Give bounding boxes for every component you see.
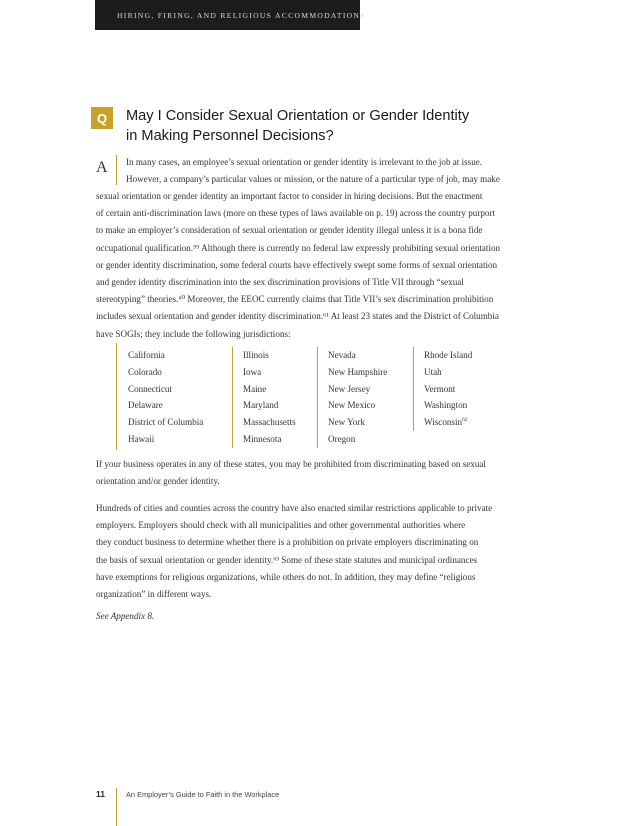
running-header-title: HIRING, FIRING, AND RELIGIOUS ACCOMMODATIONS — [117, 10, 366, 20]
state-item: California — [128, 350, 165, 360]
question-title — [126, 107, 566, 146]
footer-divider — [116, 788, 117, 826]
answer-divider — [116, 155, 117, 185]
state-item: Utah — [424, 366, 442, 377]
see-appendix: See Appendix 8. — [96, 611, 155, 621]
body-line: occupational qualification.⁵⁹ Although there is currently no federal law expressly prohibiting sexual orientation — [96, 242, 501, 253]
footer-title: An Employer’s Guide to Faith in the Workplace — [126, 790, 280, 799]
state-item: District of Columbia — [128, 417, 204, 428]
answer-line: In many cases, an employee’s sexual orientation or gender identity is irrelevant to the job at issue. — [126, 157, 483, 167]
answer-body — [96, 188, 500, 343]
states-column-2 — [232, 347, 323, 448]
answer-intro — [126, 154, 500, 188]
running-header — [95, 0, 366, 30]
body-line: have SOGIs; they include the following jurisdictions: — [96, 328, 291, 339]
footnote-marker: 62 — [462, 417, 468, 424]
states-column-4 — [413, 347, 514, 431]
question-title-line-1: May I Consider Sexual Orientation or Gender Identity — [126, 108, 470, 124]
body-line: orientation and/or gender identity. — [96, 476, 220, 487]
body-line: and gender identity discrimination into the sex discrimination provisions of Title VII through “sexual — [96, 277, 464, 288]
state-item: Hawaii — [128, 433, 155, 444]
body-line: of certain anti-discrimination laws (more on these types of laws available on p. 19) across the country purport — [96, 208, 495, 219]
state-item: Massachusetts — [243, 417, 296, 428]
answer-badge: A — [96, 159, 108, 176]
states-column-3 — [317, 347, 408, 448]
state-item: New Hampshire — [328, 366, 388, 377]
state-item: New York — [328, 417, 365, 428]
paragraph-municipal — [96, 500, 492, 603]
body-line: to make an employer’s consideration of sexual orientation or gender identity illegal unless it is a bona fide — [96, 225, 483, 236]
state-item-wisconsin — [424, 414, 514, 431]
state-item: New Jersey — [328, 383, 371, 394]
body-line: stereotyping” theories.⁶⁰ Moreover, the EEOC currently claims that Title VII’s sex discrimination prohibition — [96, 294, 494, 305]
state-item: Delaware — [128, 400, 163, 411]
state-item: Oregon — [328, 433, 356, 444]
state-item: Washington — [424, 400, 468, 411]
state-item: Maryland — [243, 400, 279, 411]
body-line: they conduct business to determine whether there is a prohibition on private employers discriminating on — [96, 537, 479, 548]
state-item: Maine — [243, 383, 267, 394]
state-item: Wisconsin — [424, 417, 463, 428]
paragraph-states-note — [96, 456, 486, 490]
state-item: Vermont — [424, 383, 456, 394]
state-item: Illinois — [243, 350, 269, 360]
question-title-line-2: in Making Personnel Decisions? — [126, 127, 334, 144]
answer-line: However, a company’s particular values or mission, or the nature of a particular type of job, may make — [126, 174, 500, 185]
body-line: organization” in different ways. — [96, 589, 212, 600]
page-number: 11 — [96, 789, 105, 799]
body-line: the basis of sexual orientation or gender identity.⁶³ Some of these state statutes and municipal ordinances — [96, 554, 478, 565]
state-item: Colorado — [128, 366, 162, 377]
state-item: Connecticut — [128, 383, 172, 394]
body-line: If your business operates in any of these states, you may be prohibited from discriminating based on sexual — [96, 459, 486, 469]
body-line: or gender identity discrimination, some federal courts have effectively swept some forms of sexual orientation — [96, 259, 498, 270]
question-badge: Q — [91, 107, 113, 129]
state-item: New Mexico — [328, 400, 376, 411]
state-item: Minnesota — [243, 433, 282, 444]
state-item: Nevada — [328, 350, 356, 360]
body-line: includes sexual orientation and gender identity discrimination.⁶¹ At least 23 states and the District of Columbia — [96, 311, 499, 322]
body-line: employers. Employers should check with all municipalities and other governmental authorities where — [96, 520, 466, 531]
state-item: Iowa — [243, 366, 262, 377]
body-line: have exemptions for religious organizations, while others do not. In addition, they may define “religious — [96, 571, 476, 582]
state-item: Rhode Island — [424, 350, 473, 360]
states-list — [116, 343, 517, 450]
body-line: Hundreds of cities and counties across the country have also enacted similar restrictions applicable to private — [96, 503, 493, 513]
body-line: sexual orientation or gender identity an important factor to consider in hiring decisions. But the enactment — [96, 191, 483, 201]
states-column-1 — [128, 347, 238, 448]
